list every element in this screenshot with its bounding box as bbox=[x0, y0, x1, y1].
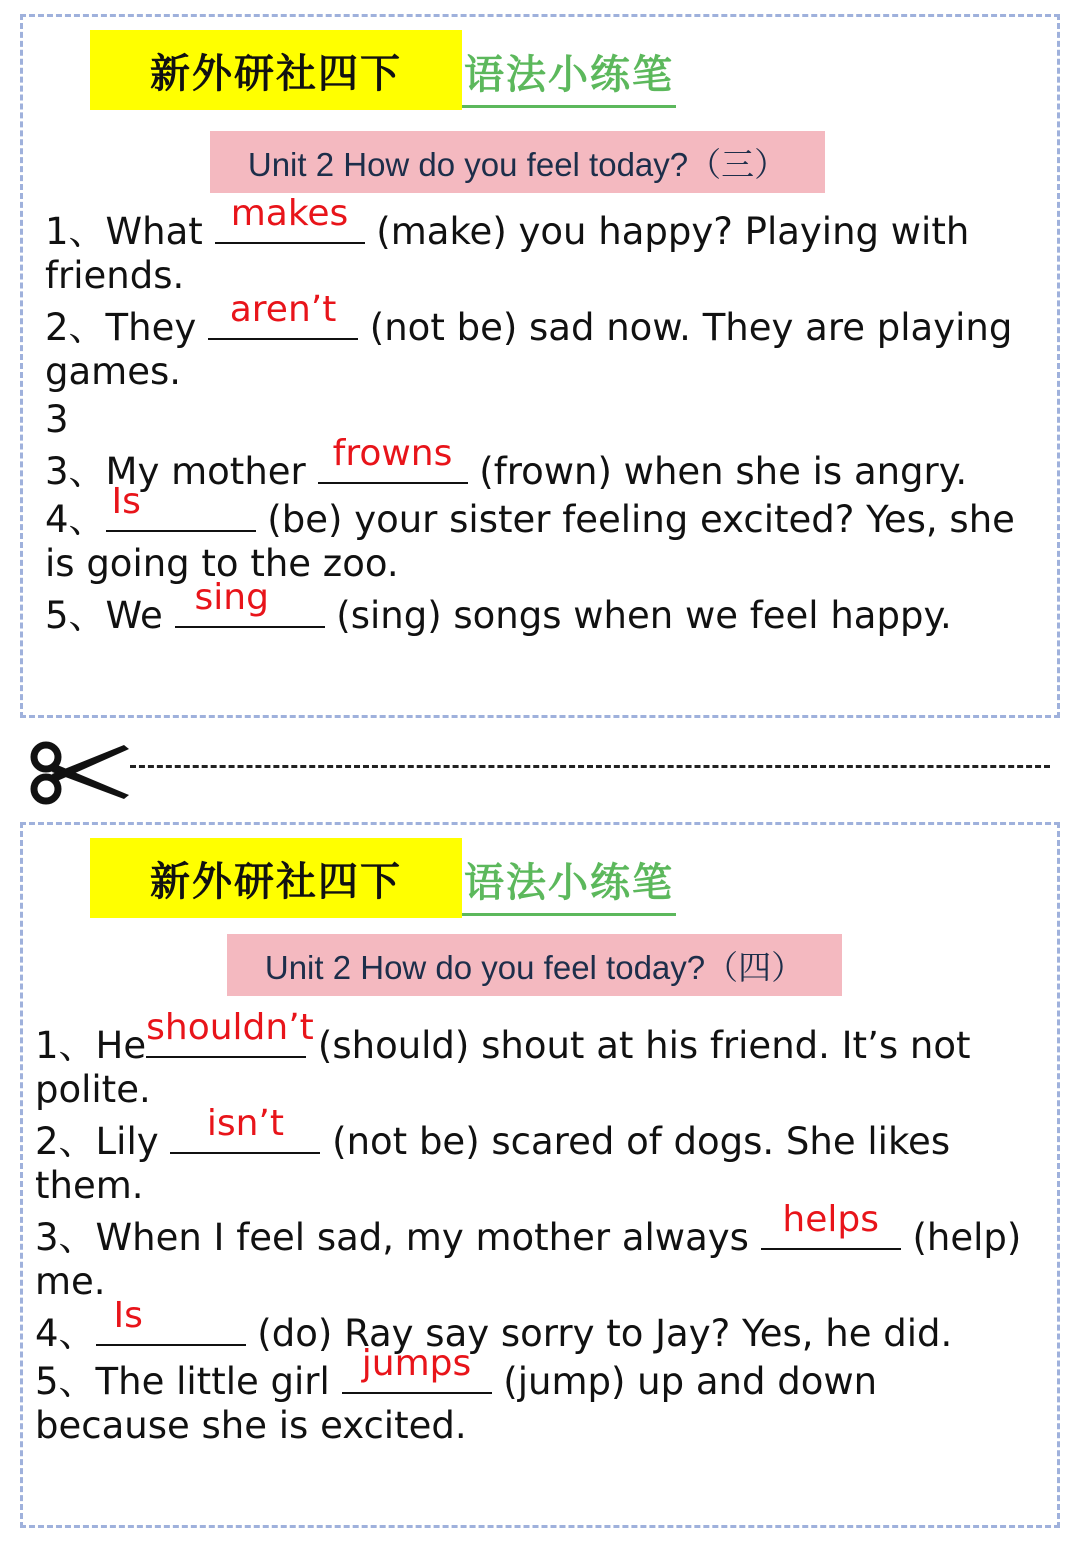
answer-text: aren’t bbox=[229, 289, 337, 330]
answer-blank[interactable] bbox=[208, 289, 358, 340]
question-text: When I feel sad, my mother always bbox=[95, 1216, 761, 1259]
question-number: 1、 bbox=[35, 1024, 96, 1067]
question-text: (should) shout at his friend. It’s not bbox=[306, 1024, 971, 1067]
question-number: 2、 bbox=[45, 306, 106, 349]
sheet-2-question-5-line2: because she is excited. bbox=[35, 1404, 467, 1447]
sheet-2-question-3-line2: me. bbox=[35, 1260, 106, 1303]
question-text: My mother bbox=[105, 450, 318, 493]
question-number: 1、 bbox=[45, 210, 106, 253]
sheet-2-header bbox=[90, 838, 676, 918]
sheet-1-question-4-line2: is going to the zoo. bbox=[45, 542, 399, 585]
question-text: They bbox=[105, 306, 209, 349]
sheet-2-title-black: 新外研社四下 bbox=[90, 838, 462, 918]
question-text: (help) bbox=[900, 1216, 1022, 1259]
question-number: 5、 bbox=[45, 594, 106, 637]
question-text: (be) your sister feeling excited? Yes, she bbox=[255, 498, 1015, 541]
sheet-2-unit-title: Unit 2 How do you feel today?（四） bbox=[227, 934, 842, 996]
question-number: 4、 bbox=[45, 498, 106, 541]
question-text: (sing) songs when we feel happy. bbox=[324, 594, 952, 637]
sheet-1-question-2 bbox=[45, 289, 1013, 352]
answer-text: Is bbox=[111, 481, 141, 522]
answer-text: shouldn’t bbox=[146, 1007, 314, 1048]
question-text: (not be) sad now. They are playing bbox=[358, 306, 1013, 349]
question-text: He bbox=[95, 1024, 147, 1067]
sheet-2-question-4 bbox=[35, 1295, 953, 1358]
question-number: 5、 bbox=[35, 1360, 96, 1403]
question-text: (do) Ray say sorry to Jay? Yes, he did. bbox=[245, 1312, 953, 1355]
sheet-1-question-5 bbox=[45, 577, 952, 640]
answer-blank[interactable] bbox=[106, 481, 256, 532]
question-number: 2、 bbox=[35, 1120, 96, 1163]
sheet-1-title-green: 语法小练笔 bbox=[462, 41, 676, 108]
sheet-2-question-1-line2: polite. bbox=[35, 1068, 151, 1111]
question-text: Lily bbox=[95, 1120, 171, 1163]
answer-blank[interactable] bbox=[170, 1103, 320, 1154]
answer-blank[interactable] bbox=[318, 433, 468, 484]
answer-blank[interactable] bbox=[342, 1343, 492, 1394]
question-text: The little girl bbox=[95, 1360, 342, 1403]
answer-text: makes bbox=[230, 193, 349, 234]
answer-blank[interactable] bbox=[146, 1007, 314, 1058]
question-text: We bbox=[105, 594, 175, 637]
answer-blank[interactable] bbox=[215, 193, 365, 244]
answer-text: jumps bbox=[361, 1343, 472, 1384]
sheet-2-question-2-line2: them. bbox=[35, 1164, 144, 1207]
sheet-1-title-black: 新外研社四下 bbox=[90, 30, 462, 110]
sheet-1-question-2-line2: games. bbox=[45, 350, 182, 393]
answer-blank[interactable] bbox=[96, 1295, 246, 1346]
answer-text: isn’t bbox=[206, 1103, 284, 1144]
answer-blank[interactable] bbox=[175, 577, 325, 628]
sheet-2-question-1 bbox=[35, 1007, 971, 1070]
sheet-1-stray-number: 3 bbox=[45, 398, 69, 441]
question-text: (make) you happy? Playing with bbox=[364, 210, 970, 253]
question-text: (frown) when she is angry. bbox=[467, 450, 968, 493]
sheet-1-question-1-line2: friends. bbox=[45, 254, 185, 297]
sheet-1-unit-title: Unit 2 How do you feel today?（三） bbox=[210, 131, 825, 193]
answer-text: frowns bbox=[332, 433, 453, 474]
answer-text: Is bbox=[113, 1295, 143, 1336]
sheet-2-question-3 bbox=[35, 1199, 1022, 1262]
question-number: 3、 bbox=[35, 1216, 96, 1259]
sheet-1-header bbox=[90, 30, 676, 110]
sheet-2-question-2 bbox=[35, 1103, 951, 1166]
sheet-2-question-5 bbox=[35, 1343, 878, 1406]
question-text: What bbox=[105, 210, 215, 253]
question-number: 3、 bbox=[45, 450, 106, 493]
answer-blank[interactable] bbox=[761, 1199, 901, 1250]
cut-line bbox=[130, 765, 1050, 768]
question-text: (jump) up and down bbox=[491, 1360, 878, 1403]
question-text: (not be) scared of dogs. She likes bbox=[320, 1120, 951, 1163]
question-number: 4、 bbox=[35, 1312, 96, 1355]
answer-text: helps bbox=[782, 1199, 879, 1240]
scissors-icon bbox=[24, 737, 134, 807]
answer-text: sing bbox=[194, 577, 269, 618]
sheet-1-question-1 bbox=[45, 193, 970, 256]
sheet-1-question-4 bbox=[45, 481, 1015, 544]
sheet-2-title-green: 语法小练笔 bbox=[462, 849, 676, 916]
